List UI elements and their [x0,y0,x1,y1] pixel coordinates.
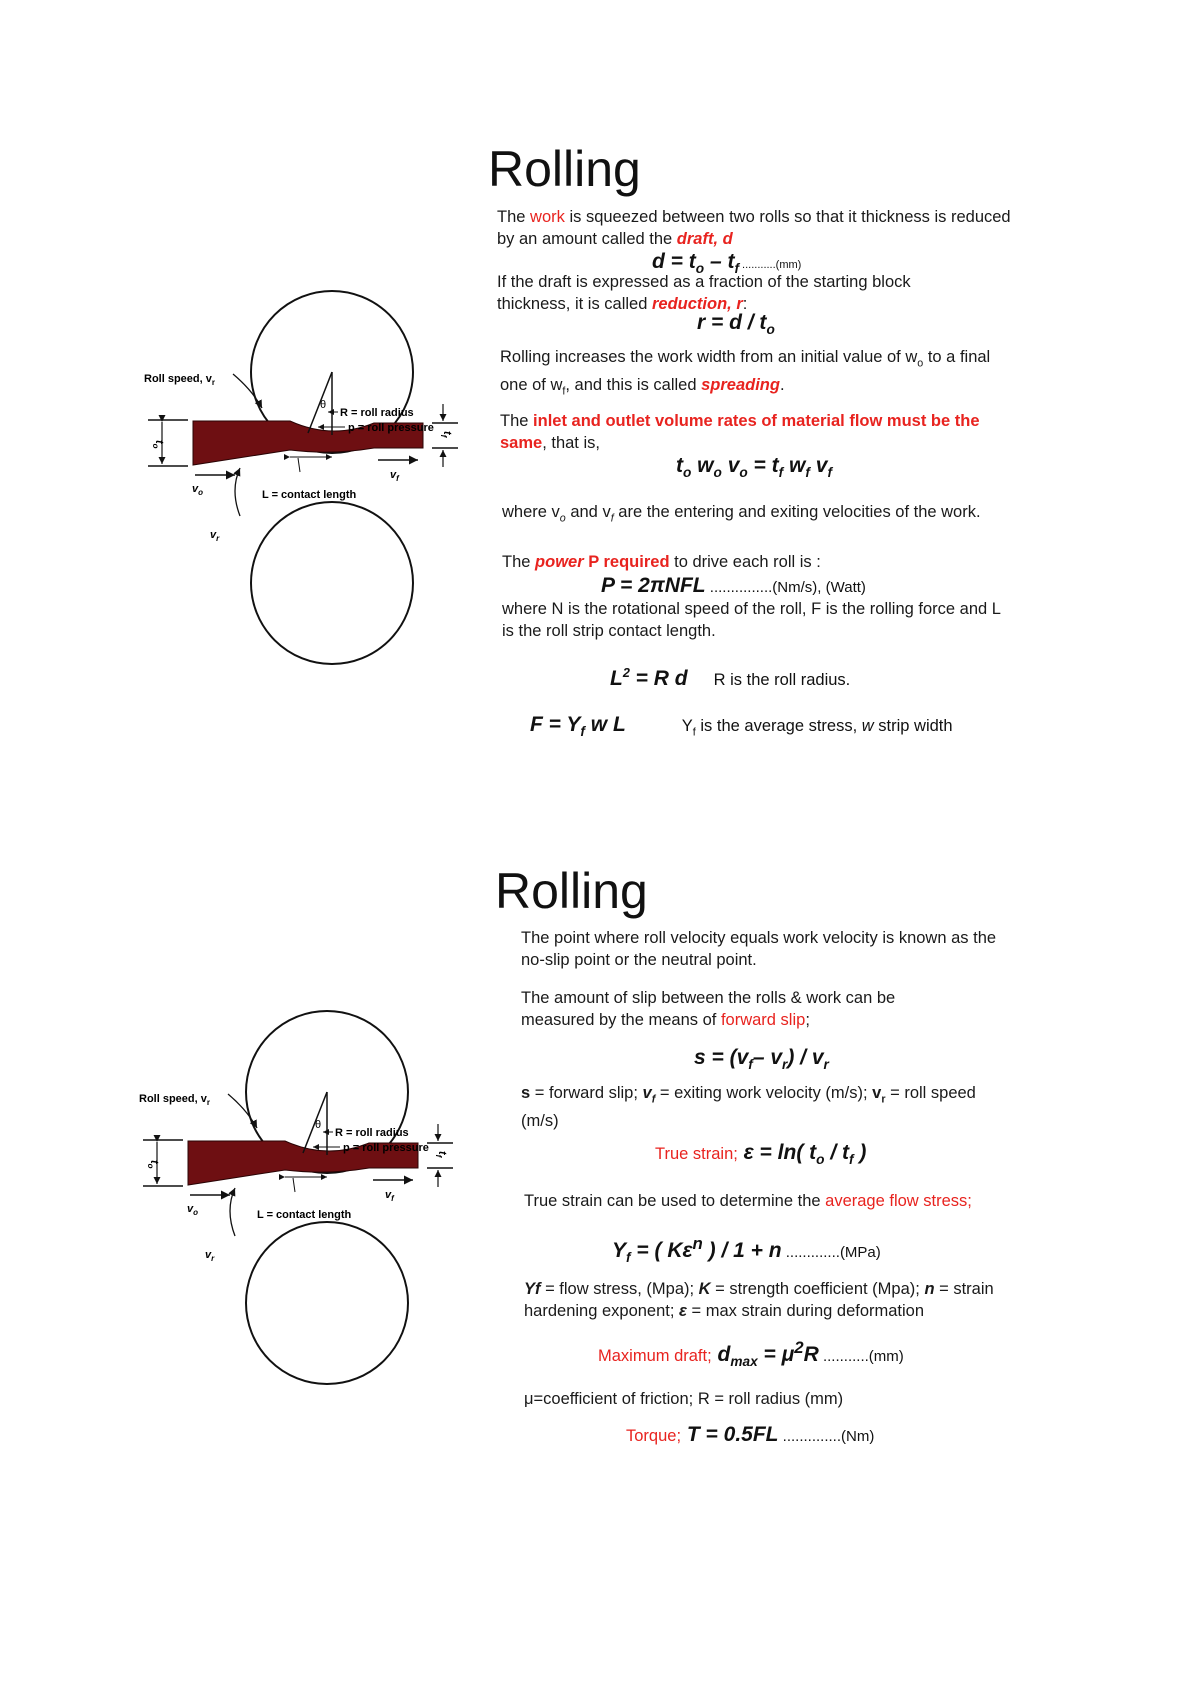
vf-label: $v_f$ [385,1189,394,1203]
power-paragraph: The power P required to drive each roll is : [502,553,821,571]
reduction-paragraph: If the draft is expressed as a fraction of the starting block thickness, it is called reduction, r: [497,273,911,313]
contact-length-label: L = contact length [262,489,357,501]
forward-slip-equation: $s = (v_f-$ $v_r) / v_r$ [694,1046,829,1073]
slip-definitions: s = forward slip; $v_f$ = exiting work velocity (m/s); $v_r$ = roll speed (m/s) [521,1084,976,1131]
flow-stress-definitions: Yf = flow stress, (Mpa); K = strength coefficient (Mpa); n = strain hardening exponent; ε = max strain during deformation [524,1280,994,1320]
lower-roll [251,502,413,664]
slide-1 [0,0,1200,780]
vr-label: $v_r$ [210,529,220,543]
roll-speed-label: Roll speed, $v_r$ [144,373,215,387]
flow-stress-paragraph: True strain can be used to determine the average flow stress; [524,1192,972,1210]
theta-label: θ [320,399,327,411]
draft-equation: $d = t_o - t_f$ ...........(mm) [652,250,802,277]
flow-stress-equation: $Y_f$ = ( $K\varepsilon^n$ ) / 1 + n .............(MPa) [612,1234,881,1266]
volume-equation: $t_o$ $w_o$ $v_o = t_f$ $w_f$ $v_f$ [676,454,832,481]
slide-2 [0,860,1200,1580]
power-note-paragraph: where N is the rotational speed of the roll, F is the rolling force and L is the roll strip contact length. [502,600,1001,640]
torque-equation: Torque; T = 0.5FL ..............(Nm) [626,1423,875,1446]
page-title: Rolling [488,141,641,197]
reduction-equation: $r = d / t_o$ [697,311,775,338]
draft-paragraph: The work is squeezed between two rolls so that it thickness is reduced by an amount called the draft, d [497,208,1011,248]
power-equation: P = 2πNFL ...............(Nm/s), (Watt) [601,574,866,597]
vo-label: $v_o$ [187,1203,199,1217]
true-strain-equation: True strain; ε = ln( $t_o / t_f$ ) [655,1141,867,1168]
vo-label: $v_o$ [192,483,204,497]
contact-length-label: L = contact length [257,1209,352,1221]
contact-length-equation: $L^2 = R$ d R is the roll radius. [610,666,851,690]
roll-speed-label: Roll speed, $v_r$ [139,1093,210,1107]
roll-radius-label: R = roll radius [335,1127,409,1139]
forward-slip-paragraph: The amount of slip between the rolls & work can be measured by the means of forward slip; [521,989,896,1029]
roll-pressure-label: p = roll pressure [343,1142,429,1154]
theta-label: θ [315,1119,322,1131]
vr-label: $v_r$ [205,1249,215,1263]
velocities-paragraph: where $v_o$ and $v_f$ are the entering and exiting velocities of the work. [502,503,981,525]
max-draft-equation: Maximum draft; $d_{max} = \mu^2R$ ...........(mm) [598,1338,904,1370]
friction-note: μ=coefficient of friction; R = roll radius (mm) [524,1390,844,1408]
to-label: $t_o$ [146,1160,160,1169]
roll-radius-label: R = roll radius [340,407,414,419]
neutral-point-paragraph: The point where roll velocity equals work velocity is known as the no-slip point or the neutral point. [521,929,997,969]
lower-roll [246,1222,408,1384]
tf-label: $t_f$ [434,1151,448,1158]
rolling-diagram-2 [135,1010,480,1390]
roll-pressure-label: p = roll pressure [348,422,434,434]
rolling-diagram [140,290,485,670]
volume-paragraph: The inlet and outlet volume rates of material flow must be the same, that is, [500,412,980,452]
spreading-paragraph: Rolling increases the work width from an initial value of $w_o$ to a final one of $w_f$, and this is called spreading. [500,348,991,398]
vf-label: $v_f$ [390,469,399,483]
page-title-2: Rolling [495,863,648,919]
force-equation: $F = Y_f$ w L $Y_f$ is the average stress, w strip width [530,713,953,740]
to-label: $t_o$ [151,440,165,449]
tf-label: $t_f$ [439,431,453,438]
